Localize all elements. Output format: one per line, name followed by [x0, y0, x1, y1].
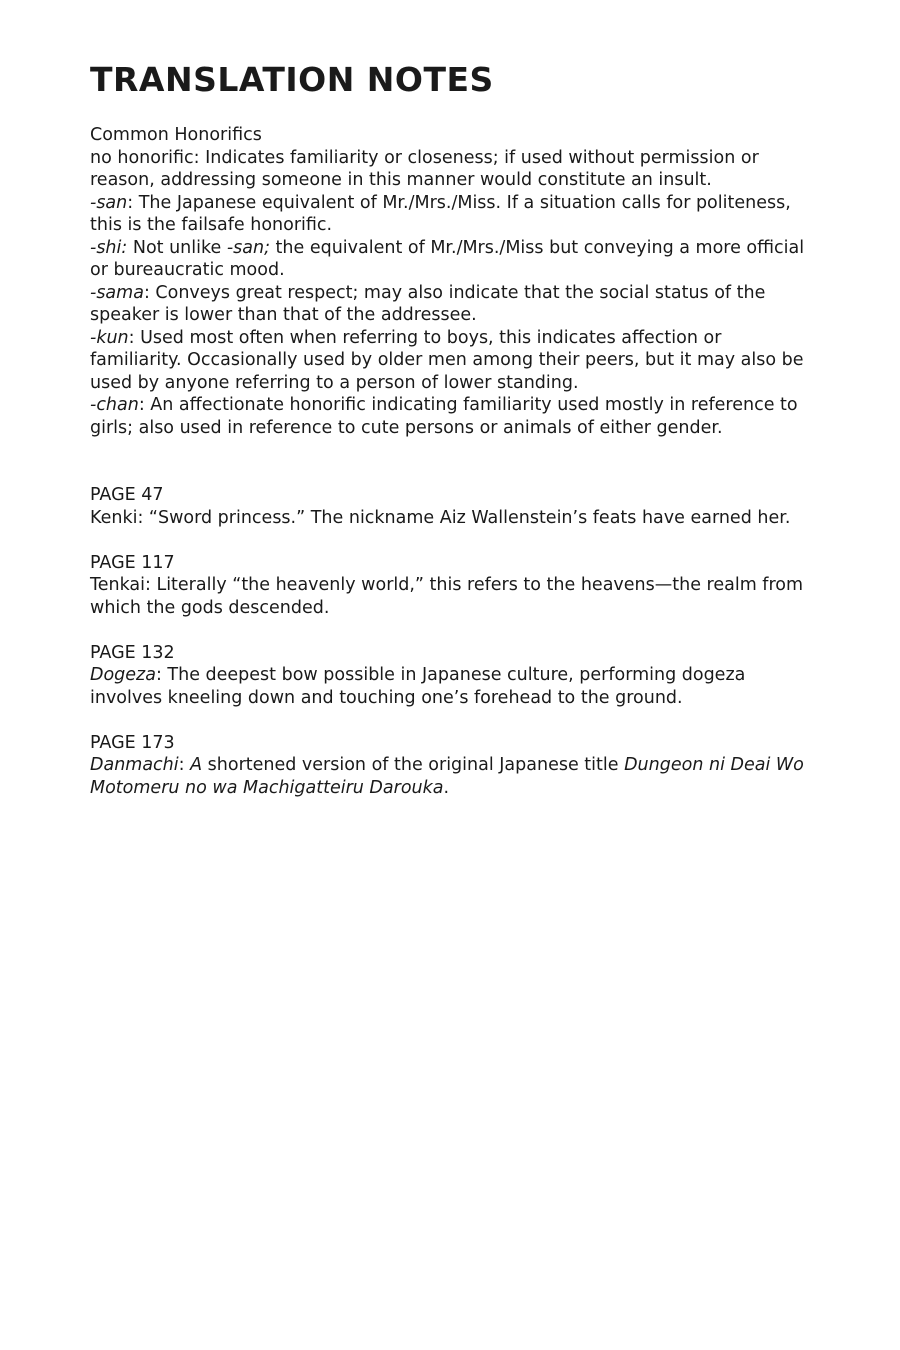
note-text: [90, 777, 850, 800]
note-colon: :: [178, 755, 191, 775]
honorific-none-line-2: reason, addressing someone in this manner would constitute an insult.: [90, 170, 712, 190]
honorific-kun-line-3: used by anyone referring to a person of lower standing.: [90, 372, 579, 393]
note-original-title-part-1: Dungeon ni Deai Wo: [624, 755, 804, 775]
honorific-san-definition: : The Japanese equivalent of Mr./Mrs./Miss. If a situation calls for politeness,: [127, 192, 791, 213]
note-page-47: [90, 484, 850, 529]
note-text: Tenkai: Literally “the heavenly world,” this refers to the heavens—the realm from: [90, 575, 804, 595]
honorific-san-line-1: [90, 192, 850, 215]
honorific-chan-line-1: [90, 394, 850, 417]
note-text: which the gods descended.: [90, 597, 330, 618]
honorific-kun-line-2: familiarity. Occasionally used by older men among their peers, but it may also be: [90, 350, 804, 370]
translation-notes-page: [90, 58, 850, 822]
note-page-173: [90, 732, 850, 800]
note-text: Kenki: “Sword princess.” The nickname Aiz Wallenstein’s feats have earned her.: [90, 507, 791, 528]
honorific-shi-line-2: or bureaucratic mood.: [90, 260, 285, 280]
honorific-shi-definition: the equivalent of Mr./Mrs./Miss but conveying a more official: [269, 237, 805, 258]
note-text: [90, 754, 850, 777]
honorific-chan-term: -chan: [90, 395, 139, 415]
honorific-chan-line-2: girls; also used in reference to cute persons or animals of either gender.: [90, 417, 723, 438]
honorific-kun-definition: : Used most often when referring to boys, this indicates affection or: [128, 327, 722, 348]
note-term: Dogeza: [90, 665, 156, 685]
note-period: .: [443, 777, 450, 798]
note-text: [90, 664, 850, 687]
note-page-number: PAGE 173: [90, 732, 175, 753]
page-title: TRANSLATION NOTES: [90, 60, 494, 99]
honorific-kun-line-1: [90, 327, 850, 350]
note-original-title-part-2: Motomeru no wa Machigatteiru Darouka: [90, 777, 444, 798]
honorific-sama-term: -sama: [90, 282, 144, 303]
honorific-shi-term: -shi:: [90, 237, 128, 258]
note-definition: shortened version of the original Japanese title: [202, 755, 625, 775]
note-term: Danmachi: [90, 755, 179, 775]
honorific-sama-line-1: [90, 282, 850, 305]
honorific-san-line-2: this is the failsafe honorific.: [90, 215, 333, 235]
note-page-number: PAGE 117: [90, 552, 175, 573]
honorific-none-line-1: no honorific: Indicates familiarity or closeness; if used without permission or: [90, 147, 759, 168]
honorific-shi-line-1: [90, 237, 850, 260]
note-page-number: PAGE 132: [90, 642, 175, 663]
honorific-sama-line-2: speaker is lower than that of the addressee.: [90, 305, 477, 325]
honorific-sama-definition: : Conveys great respect; may also indicate that the social status of the: [143, 282, 766, 303]
honorifics-section: [90, 124, 850, 439]
note-page-132: [90, 642, 850, 710]
note-definition: : The deepest bow possible in Japanese culture, performing dogeza: [155, 665, 746, 685]
honorific-chan-definition: : An affectionate honorific indicating familiarity used mostly in reference to: [138, 395, 798, 415]
note-term-a: A: [190, 755, 203, 775]
honorific-san-term: -san: [90, 192, 128, 213]
honorific-kun-term: -kun: [90, 327, 129, 348]
honorific-shi-term-san: -san;: [226, 237, 270, 258]
honorific-shi-mid: Not unlike: [127, 237, 227, 258]
note-text: involves kneeling down and touching one’s forehead to the ground.: [90, 687, 683, 708]
honorifics-heading: Common Honorifics: [90, 125, 262, 145]
note-page-number: PAGE 47: [90, 485, 164, 505]
note-page-117: [90, 552, 850, 620]
